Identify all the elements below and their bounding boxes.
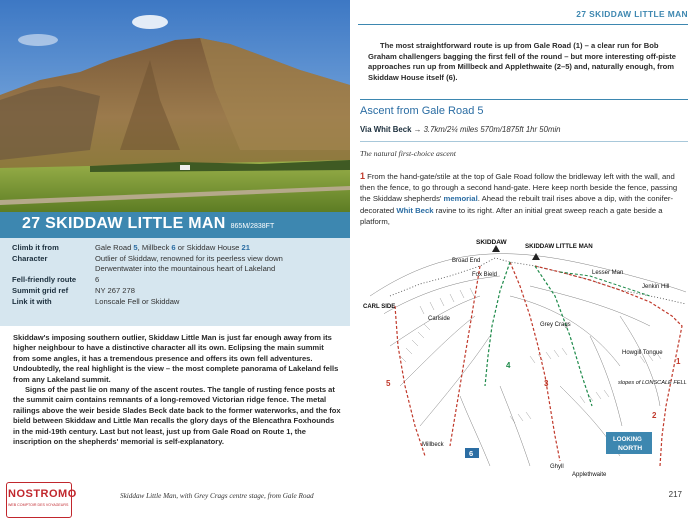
route-number: 6 xyxy=(171,243,176,252)
fact-row-climb xyxy=(12,243,350,253)
route-marker: 5 xyxy=(386,379,391,388)
map-label-lesser-man: Lesser Man xyxy=(592,270,624,276)
route-map xyxy=(360,236,688,480)
route-stats-values: 3.7km/2¼ miles 570m/1875ft 1hr 50min xyxy=(423,125,561,134)
fact-text: or Skiddaw House xyxy=(175,243,242,252)
fact-label: Climb it from xyxy=(12,243,59,252)
map-label-carlside: Carlside xyxy=(428,316,451,322)
header-rule xyxy=(358,24,688,25)
map-label-carl-side: CARL SIDE xyxy=(363,304,396,310)
fact-row-link xyxy=(12,297,350,307)
route-marker: 4 xyxy=(506,361,511,370)
fact-value: Lonscale Fell or Skiddaw xyxy=(95,297,180,306)
map-label-skiddaw: SKIDDAW xyxy=(476,239,507,246)
section-rule xyxy=(360,141,688,142)
route-text: ravine to its right. After an initial great sweep reach a gate beside a platform, xyxy=(360,205,663,226)
fact-text: , Millbeck xyxy=(137,243,172,252)
via-label: Via Whit Beck xyxy=(360,125,412,134)
fact-label: Link it with xyxy=(12,297,52,306)
map-label-slopes: slopes of LONSCALE FELL xyxy=(618,380,687,386)
place-memorial: memorial xyxy=(443,194,478,204)
page-number: 217 xyxy=(668,490,682,499)
photo-caption: Skiddaw Little Man, with Grey Crags centre stage, from Gale Road xyxy=(120,492,314,500)
route-stats xyxy=(360,125,561,134)
north-label: NORTH xyxy=(618,445,643,452)
map-label-applethwaite: Applethwaite xyxy=(572,472,607,478)
right-page xyxy=(350,0,700,520)
logo-name: NOSTROMO xyxy=(8,488,77,500)
fact-label: Character xyxy=(12,254,48,263)
map-label-ghyll: Ghyll xyxy=(550,464,564,470)
map-label-jenkin-hill: Jenkin Hill xyxy=(642,284,670,290)
route-intro: The most straightforward route is up from Gale Road (1) – a clear run for Bob Graham challengers bagging the first fell of the round – but more interesting off-piste approaches run up from Millbeck and Applethwaite (2–5) and, naturally enough, from Skiddaw House itself (6). xyxy=(368,41,676,82)
route-description xyxy=(360,171,688,227)
route-subtitle: The natural first-choice ascent xyxy=(360,149,456,158)
fact-table xyxy=(0,238,350,326)
ascent-heading xyxy=(360,105,484,117)
route-marker: 6 xyxy=(469,449,474,458)
watermark-logo xyxy=(0,480,80,520)
fact-value: NY 267 278 xyxy=(95,286,135,295)
route-marker: 2 xyxy=(652,411,657,420)
summit-icon xyxy=(532,253,540,260)
running-head: 27 SKIDDAW LITTLE MAN xyxy=(576,9,688,19)
place-whit-beck: Whit Beck xyxy=(396,205,434,215)
map-label-skiddaw-lm xyxy=(525,243,593,250)
fact-row-grid-ref xyxy=(12,286,350,296)
map-label-millbeck: Millbeck xyxy=(422,442,444,448)
fact-value: Outlier of Skiddaw, renowned for its peerless view down Derwentwater into the mountainous heart of Lakeland xyxy=(95,254,283,273)
paragraph: Signs of the past lie on many of the ascent routes. The tangle of rusting fence posts at the summit cairn contains remnants of a long-removed Victorian ridge fence. The metal railings above the weir beside Slades Beck date back to the former waterworks, and the fox bield between Skiddaw and Little Man recalls the glory days of the Blencathra Foxhounds in the mid-19th century. Last but not least, just up from Gale Road on Route 1, the inscription on the shepherds' memorial is self-explanatory. xyxy=(13,385,341,447)
route-marker: 3 xyxy=(544,379,549,388)
fell-title-band xyxy=(0,212,350,238)
fact-value xyxy=(95,243,310,253)
ascent-number: 5 xyxy=(477,105,484,117)
map-label-howgill: Howgill Tongue xyxy=(622,350,663,356)
looking-label: LOOKING xyxy=(613,436,642,443)
route-text: . Ahead the rebuilt trail rises above a dip, with the conifer-decorated xyxy=(360,194,674,215)
fell-height: 865M/2838FT xyxy=(230,223,275,230)
fact-row-character xyxy=(12,254,350,274)
map-label-broad-end: Broad End xyxy=(452,258,481,264)
route-marker: 1 xyxy=(676,357,681,366)
fact-label: Summit grid ref xyxy=(12,286,69,295)
route-number: 21 xyxy=(241,243,250,252)
fell-title: 27 SKIDDAW LITTLE MAN xyxy=(22,215,226,232)
map-label-grey-crags: Grey Crags xyxy=(540,322,571,328)
route-text: From the hand-gate/stile at the top of Gale Road follow the bridleway left with the wall, and then the fence, to go through a second hand-gate. Here keep north beside the fence, passing the Skiddaw shepherds' xyxy=(360,172,678,204)
ascent-title: Ascent from Gale Road xyxy=(360,105,475,117)
map-label-fox-bield: Fox Bield xyxy=(472,272,498,278)
fact-row-fell-friendly xyxy=(12,275,350,285)
paragraph: Skiddaw's imposing southern outlier, Skiddaw Little Man is just far enough away from its higher neighbour to have a distinctive character all its own. Eclipsing the main summit from some angles, it has a tremendous presence and offers its own fell adventures. Undoubtedly, the real highlight is the view – the most complete panorama of Lakeland fells from any Lakeland summit. xyxy=(13,333,339,384)
section-rule xyxy=(360,99,688,100)
fact-label: Fell-friendly route xyxy=(12,275,77,284)
logo-tag: WEB COMPTOIR DES VOYAGEURS xyxy=(8,503,69,507)
intro-text xyxy=(13,333,341,447)
arrow-icon: → xyxy=(413,125,424,134)
route-number: 5 xyxy=(133,243,138,252)
fact-value: 6 xyxy=(95,275,100,284)
step-number: 1 xyxy=(360,171,366,181)
summit-icon xyxy=(492,245,500,252)
map-label-skiddaw-lm-text: SKIDDAW LITTLE MAN xyxy=(525,243,593,250)
fact-text: Gale Road xyxy=(95,243,134,252)
mountain-photo xyxy=(0,0,350,212)
